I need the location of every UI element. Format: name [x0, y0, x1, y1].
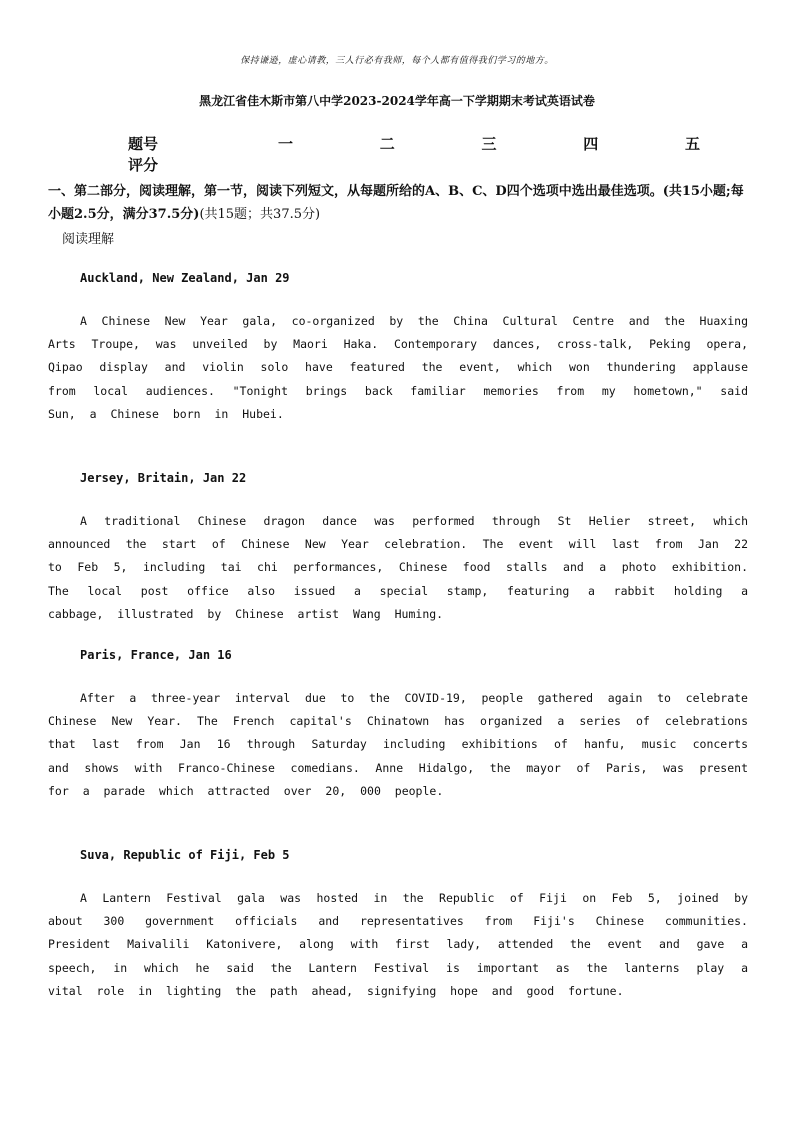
passage-text: A traditional Chinese dragon dance was performed through St Helier street, which announced the start of Chinese New Year celebration. The event will last from Jan 22 to Feb 5, including tai chi performances, Chinese food stalls and a photo exhibition. The local post office also issued a special stamp, featuring a rabbit holding a cabbage, illustrated by Chinese artist Wang Huming. — [48, 514, 748, 621]
score-table-col-4: 四 — [583, 135, 599, 153]
score-table-col-2: 二 — [379, 135, 395, 153]
score-table-col-3: 三 — [481, 135, 497, 153]
passage-text: A Chinese New Year gala, co-organized by the China Cultural Centre and the Huaxing Arts Troupe, was unveiled by Maori Haka. Contemporary dances, cross-talk, Peking opera, Qipao display and violin solo have featured the event, which won thundering applause from local audiences. "Tonight brings back familiar memories from my hometown," said Sun, a Chinese born in Hubei. — [48, 314, 748, 421]
section-instructions — [48, 180, 748, 226]
score-table-header-row — [128, 133, 728, 154]
passage-heading: Auckland, New Zealand, Jan 29 — [80, 271, 290, 285]
score-table — [128, 133, 728, 175]
passage-text: A Lantern Festival gala was hosted in the Republic of Fiji on Feb 5, joined by about 300 government officials and representatives from Fiji's Chinese communities. President Maivalili Katonivere, along with first lady, attended the event and gave a speech, in which he said the Lantern Festival is important as the lanterns play a vital role in lighting the path ahead, signifying hope and good fortune. — [48, 891, 748, 998]
exam-title: 黑龙江省佳木斯市第八中学2023-2024学年高一下学期期末考试英语试卷 — [199, 94, 595, 108]
passage-3 — [48, 648, 748, 803]
passage-text: After a three-year interval due to the COVID-19, people gathered again to celebrate Chinese New Year. The French capital's Chinatown has organized a series of celebrations that last from Jan 16 through Saturday including exhibitions of hanfu, music concerts and shows with Franco-Chinese comedians. Anne Hidalgo, the mayor of Paris, was present for a parade which attracted over 20, 000 people. — [48, 691, 748, 798]
passage-4 — [48, 848, 748, 1003]
passage-heading: Suva, Republic of Fiji, Feb 5 — [80, 848, 290, 862]
score-table-col-1: 一 — [278, 135, 294, 153]
score-table-col-5: 五 — [684, 135, 700, 153]
score-table-score-row — [128, 154, 728, 175]
passage-1 — [48, 271, 748, 426]
score-table-row-label-score: 评分 — [128, 156, 159, 174]
passage-2 — [48, 471, 748, 626]
section-name: 阅读理解 — [62, 232, 115, 247]
passage-heading: Jersey, Britain, Jan 22 — [80, 471, 247, 485]
passage-heading: Paris, France, Jan 16 — [80, 648, 232, 662]
score-table-row-label-number: 题号 — [128, 135, 159, 153]
instructions-sub: (共15题；共37.5分) — [199, 207, 321, 222]
header-motto: 保持谦逊，虚心请教，三人行必有我师，每个人都有值得我们学习的地方。 — [240, 56, 554, 66]
instructions-main: 一、第二部分，阅读理解，第一节，阅读下列短文，从每题所给的A、B、C、D四个选项中选出最佳选项。(共15小题;每小题2.5分，满分37.5分) — [48, 184, 744, 222]
